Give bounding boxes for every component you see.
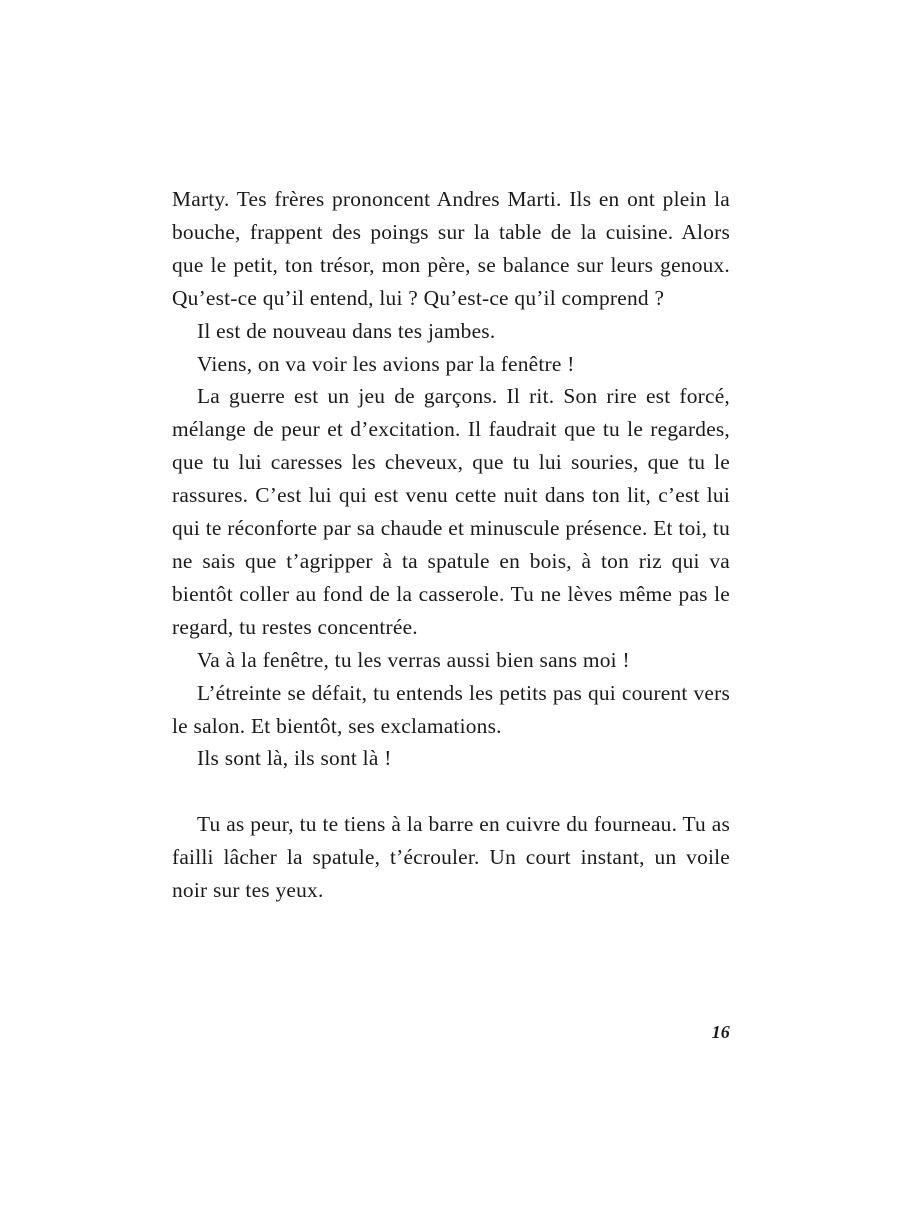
paragraph: Il est de nouveau dans tes jambes. xyxy=(197,318,496,343)
page-number: 16 xyxy=(711,1022,730,1042)
paragraph: Viens, on va voir les avions par la fenêtre ! xyxy=(197,351,575,376)
page-text-block xyxy=(172,183,730,907)
paragraph: Tu as peur, tu te tiens à la barre en cuivre du fourneau. Tu as failli lâcher la spatule, t’écrouler. Un court instant, un voile noir sur tes yeux. xyxy=(172,812,730,903)
paragraph: L’étreinte se défait, tu entends les petits pas qui courent vers le salon. Et bientôt, ses exclamations. xyxy=(172,680,730,738)
paragraph: Va à la fenêtre, tu les verras aussi bien sans moi ! xyxy=(197,647,630,672)
paragraph: La guerre est un jeu de garçons. Il rit. Son rire est forcé, mélange de peur et d’excitation. Il faudrait que tu le regardes, que tu lui caresses les cheveux, que tu lui souries, que tu le rassures. C’est lui qui est venu cette nuit dans ton lit, c’est lui qui te réconforte par sa chaude et minuscule présence. Et toi, tu ne sais que t’agripper à ta spatule en bois, à ton riz qui va bientôt coller au fond de la casserole. Tu ne lèves même pas le regard, tu restes concentrée. xyxy=(172,384,730,639)
paragraph: Ils sont là, ils sont là ! xyxy=(197,746,392,771)
paragraph: Marty. Tes frères prononcent Andres Marti. Ils en ont plein la bouche, frappent des poings sur la table de la cuisine. Alors que le petit, ton trésor, mon père, se balance sur leurs genoux. Qu’est-ce qu’il entend, lui ? Qu’est-ce qu’il comprend ? xyxy=(172,187,730,310)
